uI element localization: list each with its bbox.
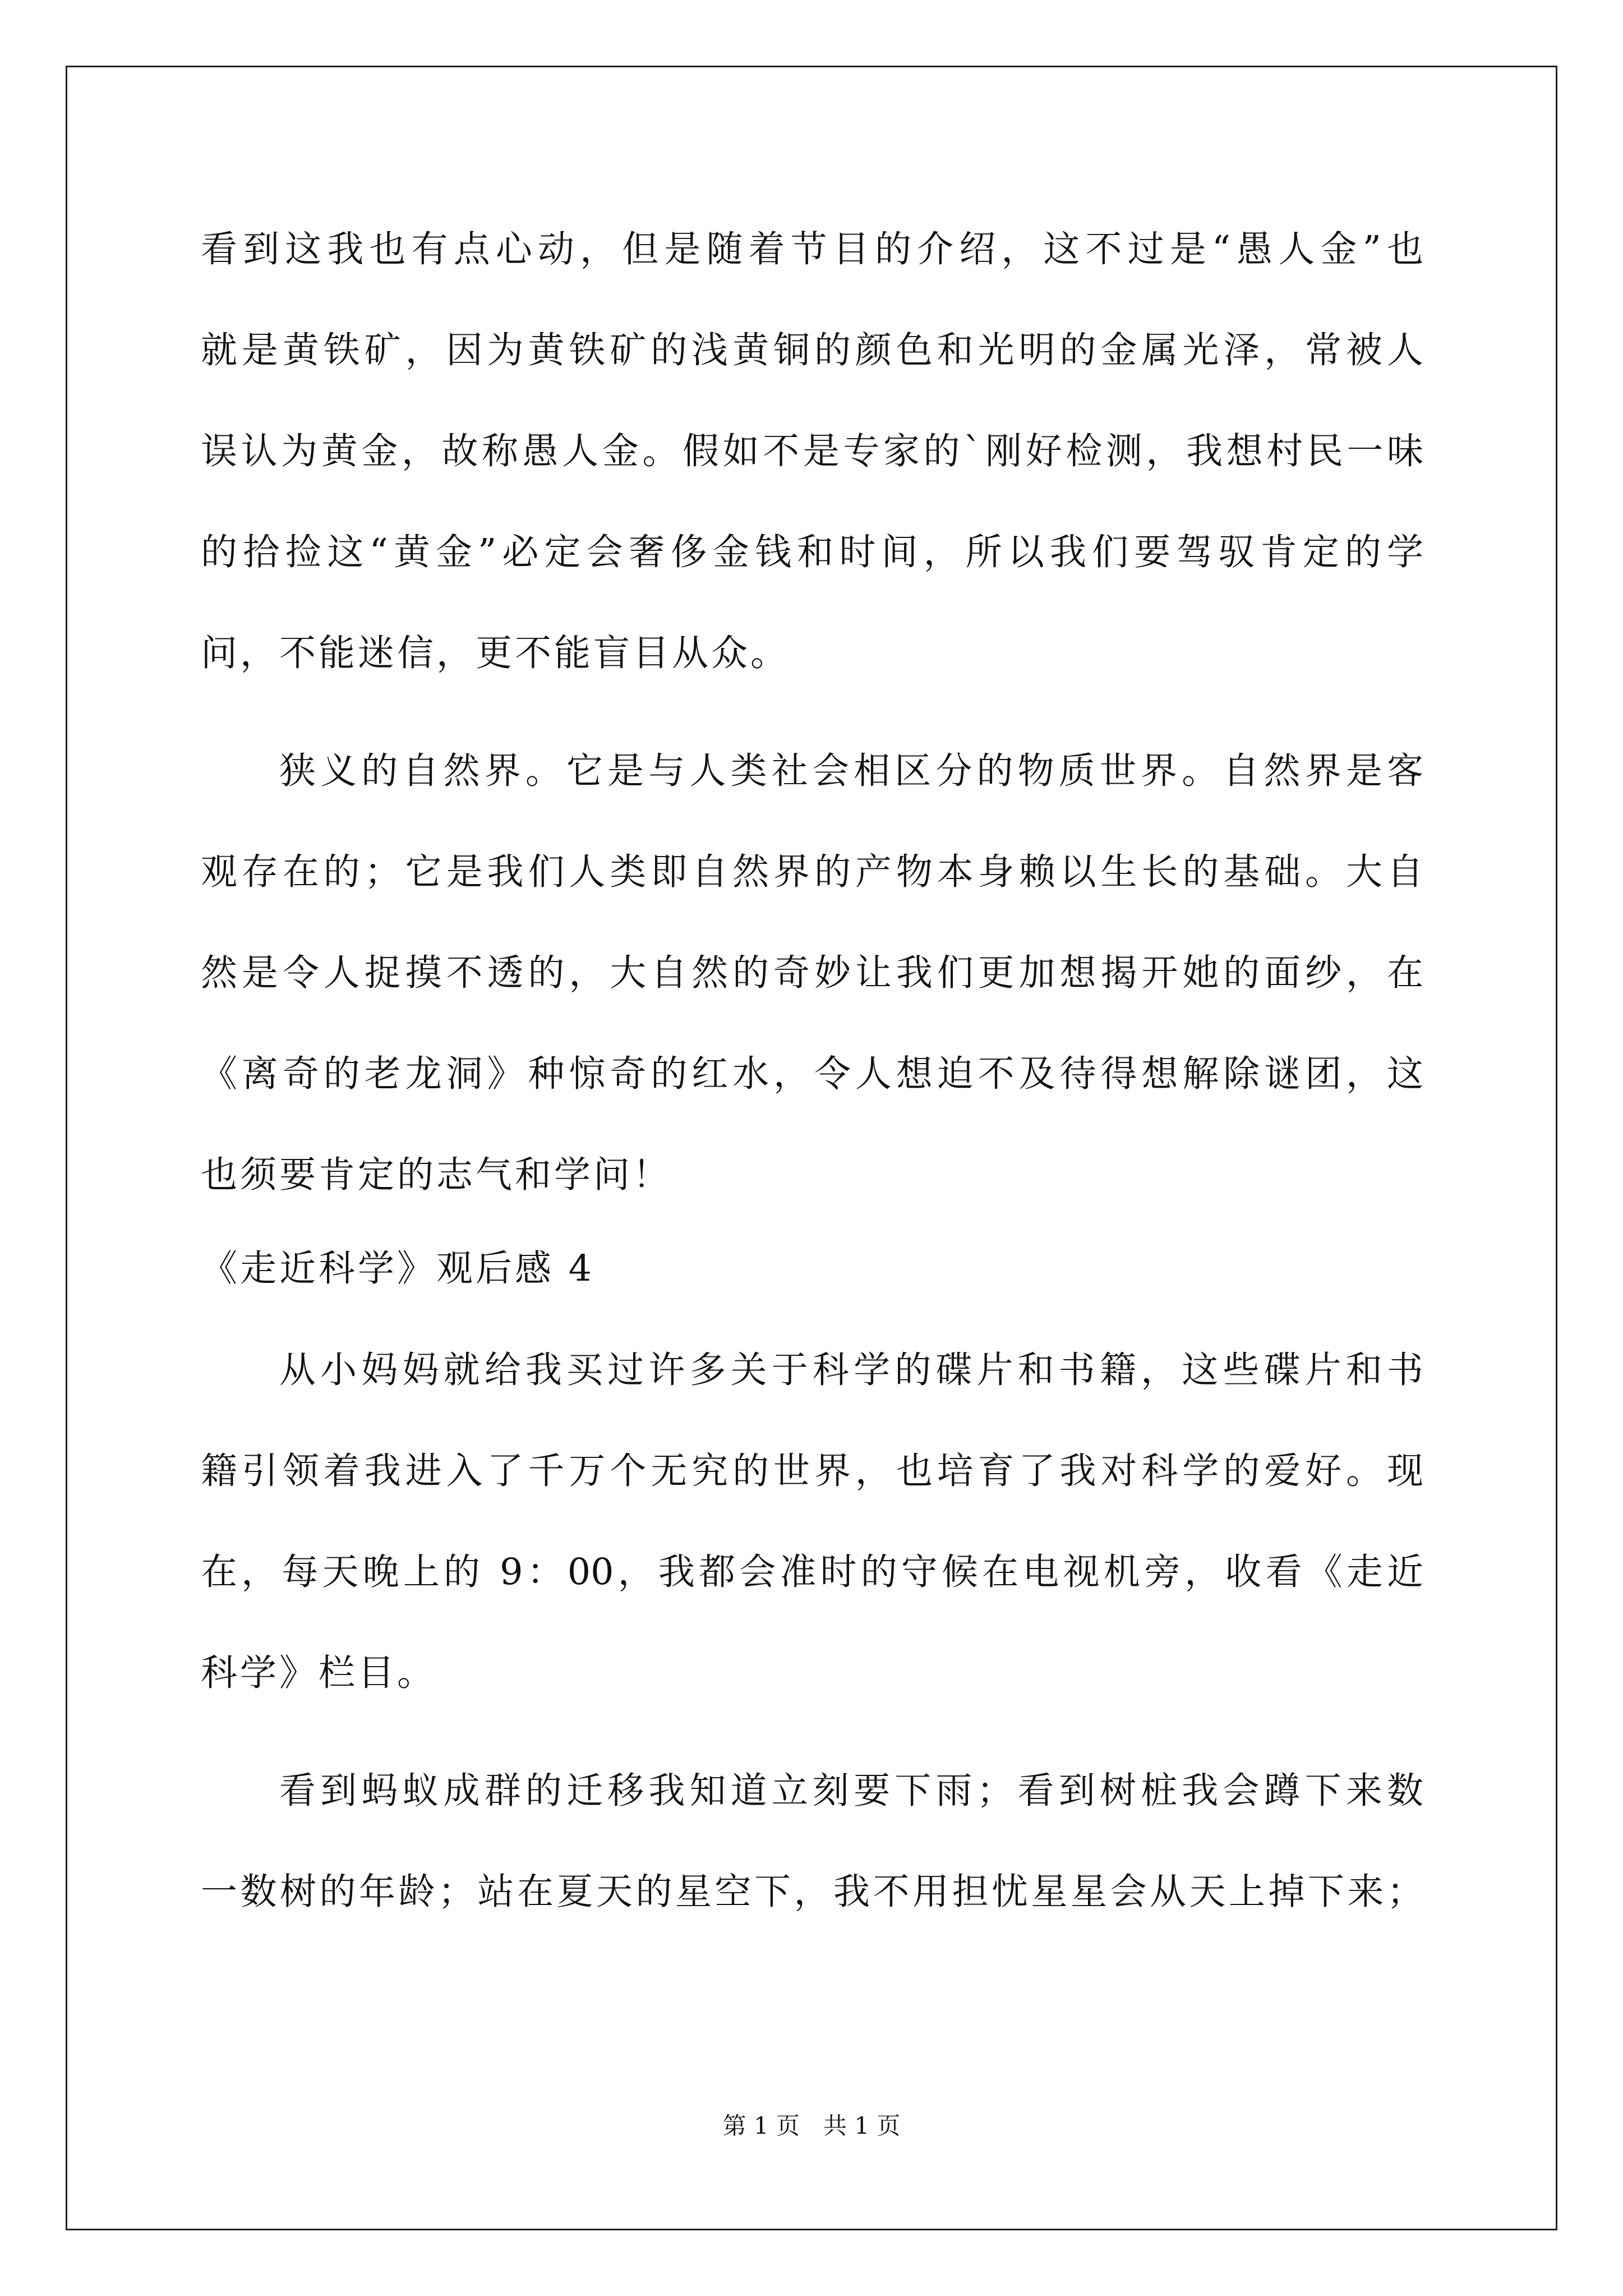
text-line: 狭义的自然界。它是与人类社会相区分的物质世界。自然界是客	[279, 750, 1423, 792]
text-line: 看到蚂蚁成群的迁移我知道立刻要下雨；看到树桩我会蹲下来数	[279, 1770, 1423, 1812]
text-line: 的拾捡这“黄金”必定会奢侈金钱和时间，所以我们要驾驭肯定的学	[201, 531, 1423, 573]
text-line: 籍引领着我进入了千万个无究的世界，也培育了我对科学的爱好。现	[201, 1450, 1423, 1492]
text-line: 《离奇的老龙洞》种惊奇的红水，令人想迫不及待得想解除谜团，这	[201, 1053, 1423, 1095]
text-line: 观存在的；它是我们人类即自然界的产物本身赖以生长的基础。大自	[201, 851, 1423, 893]
text-line: 科学》栏目。	[201, 1652, 437, 1694]
text-line: 看到这我也有点心动，但是随着节目的介绍，这不过是“愚人金”也	[201, 228, 1423, 270]
section-heading: 《走近科学》观后感 4	[201, 1248, 595, 1290]
text-line: 从小妈妈就给我买过许多关于科学的碟片和书籍，这些碟片和书	[279, 1349, 1423, 1391]
text-line: 在，每天晚上的 9：00，我都会准时的守候在电视机旁，收看《走近	[201, 1551, 1423, 1593]
text-line: 然是令人捉摸不透的，大自然的奇妙让我们更加想揭开她的面纱，在	[201, 952, 1423, 994]
text-line: 就是黄铁矿，因为黄铁矿的浅黄铜的颜色和光明的金属光泽，常被人	[201, 329, 1423, 371]
text-line: 误认为黄金，故称愚人金。假如不是专家的`刚好检测，我想村民一味	[201, 430, 1423, 472]
text-line: 问，不能迷信，更不能盲目从众。	[201, 632, 790, 674]
text-line: 一数树的年龄；站在夏天的星空下，我不用担忧星星会从天上掉下来；	[201, 1871, 1423, 1913]
page-footer: 第 1 页 共 1 页	[722, 2112, 901, 2139]
text-line: 也须要肯定的志气和学问！	[201, 1154, 672, 1196]
